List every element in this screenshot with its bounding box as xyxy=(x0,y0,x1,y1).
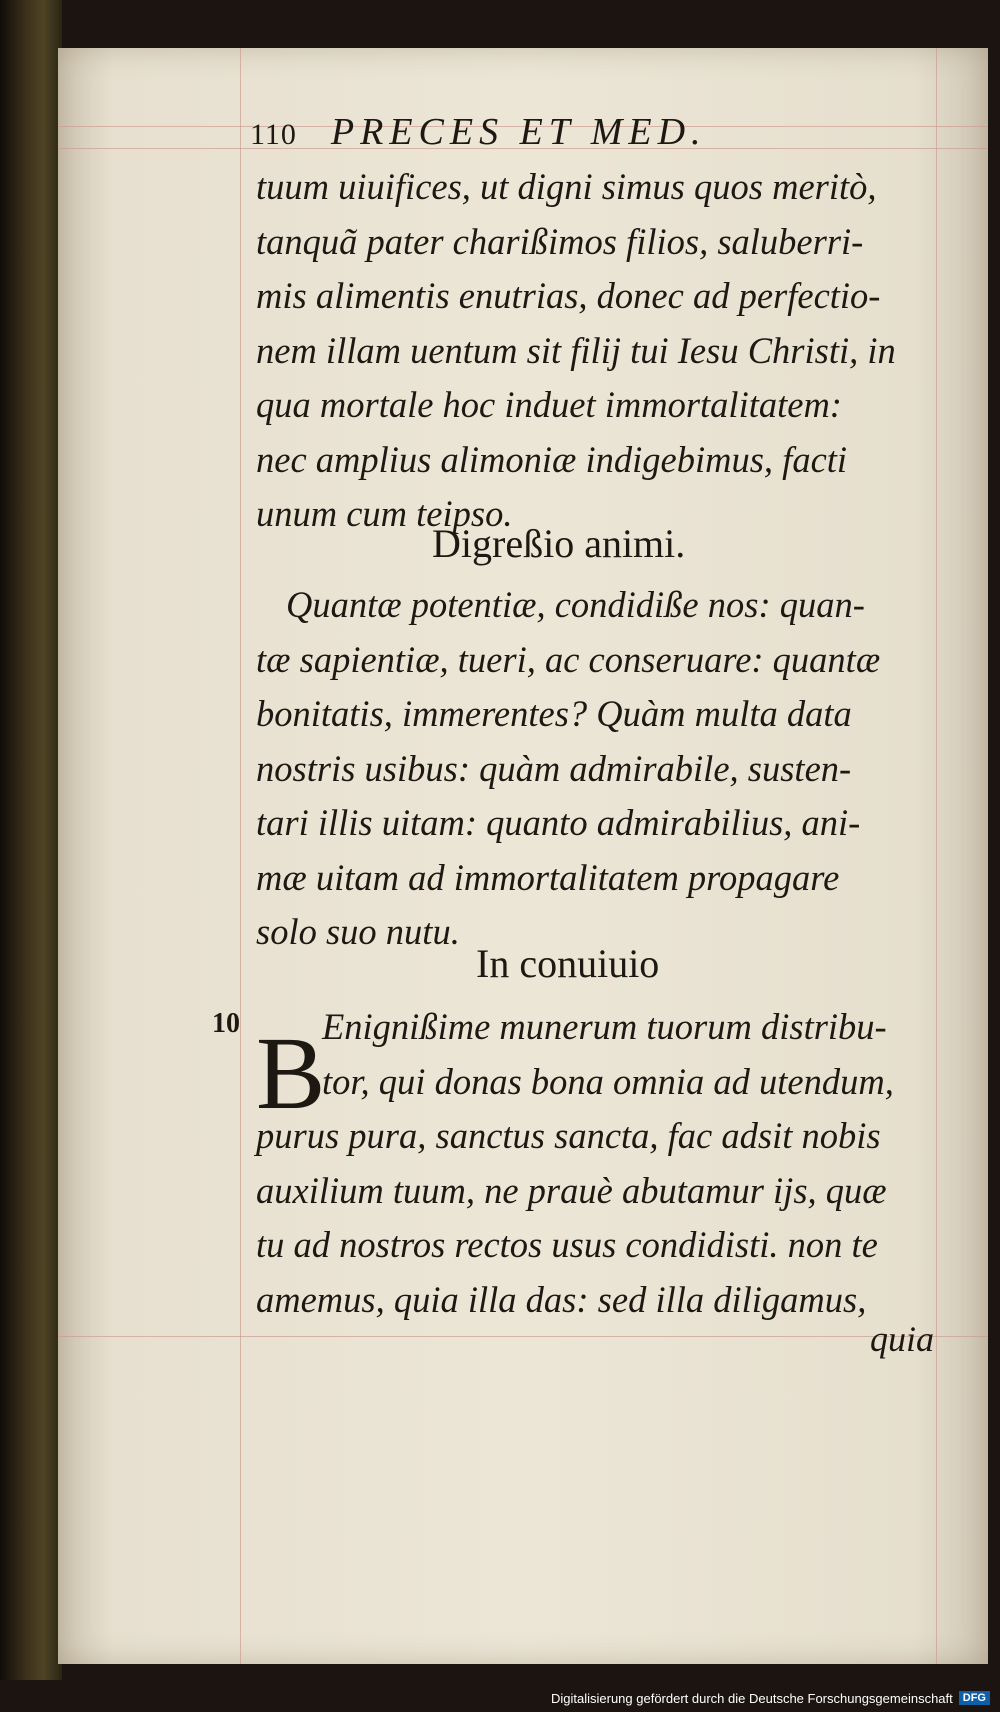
text-line: tor, qui donas bona omnia ad utendum, xyxy=(322,1060,894,1102)
text-line: amemus, quia illa das: sed illa diligamus, xyxy=(256,1278,867,1320)
text-line: Quantæ potentiæ, condidiße nos: quan- xyxy=(286,584,865,625)
text-block-bottom xyxy=(256,1000,936,1327)
digitization-credit xyxy=(551,1688,990,1708)
drop-cap: B xyxy=(256,1016,326,1131)
book-spine xyxy=(0,0,62,1680)
rule-right xyxy=(936,48,937,1664)
text-block-middle xyxy=(256,578,936,960)
running-header xyxy=(250,110,890,154)
text-line: unum cum teipso. xyxy=(256,493,513,534)
text-line: auxilium tuum, ne prauè abutamur ijs, quæ xyxy=(256,1169,887,1211)
text-line: tari illis uitam: quanto admirabilius, ani- xyxy=(256,802,861,843)
page-number: 110 xyxy=(250,118,297,151)
section-heading: Digreßio animi. xyxy=(432,521,686,566)
credit-text: Digitalisierung gefördert durch die Deutsche Forschungsgemeinschaft xyxy=(550,1690,953,1706)
text-line: Enignißime munerum tuorum distribu- xyxy=(322,1006,887,1047)
text-line: qua mortale hoc induet immortalitatem: xyxy=(256,384,842,425)
text-line: bonitatis, immerentes? Quàm multa data xyxy=(256,693,852,734)
text-block-top xyxy=(256,160,936,542)
margin-number: 10 xyxy=(212,1008,240,1039)
text-line: tu ad nostros rectos usus condidisti. non te xyxy=(256,1224,878,1265)
text-line: purus pura, sanctus sancta, fac adsit nobis xyxy=(256,1115,881,1156)
dfg-logo: DFG xyxy=(959,1691,990,1705)
text-line: solo suo nutu. xyxy=(256,911,460,952)
text-line: nec amplius alimoniæ indigebimus, facti xyxy=(256,438,848,480)
rule-left xyxy=(240,48,241,1664)
text-line: nem illam uentum sit filij tui Iesu Christi, in xyxy=(256,329,896,371)
text-line: tæ sapientiæ, tueri, ac conseruare: quantæ xyxy=(256,638,881,680)
text-line: tuum uiuifices, ut digni simus quos meritò, xyxy=(256,166,877,207)
text-line: mis alimentis enutrias, donec ad perfectio- xyxy=(256,275,881,316)
running-title: PRECES ET MED. xyxy=(330,111,707,153)
rule-bottom xyxy=(58,1336,988,1337)
text-line: nostris usibus: quàm admirabile, susten- xyxy=(256,747,852,789)
catchword: quia xyxy=(869,1319,934,1359)
section-heading: In conuiuio xyxy=(476,941,660,986)
text-line: mæ uitam ad immortalitatem propagare xyxy=(256,856,840,898)
text-line: tanquã pater charißimos filios, saluberri- xyxy=(256,220,864,262)
